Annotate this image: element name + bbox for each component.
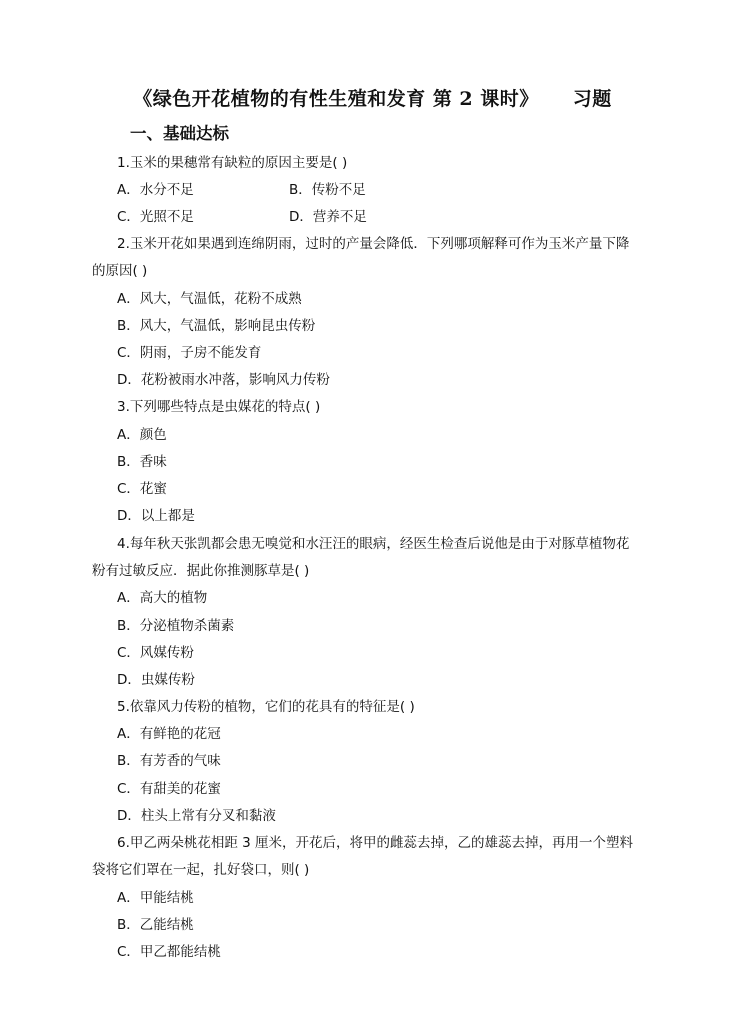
question-1-stem: 1.玉米的果穗常有缺粒的原因主要是( ) — [117, 155, 348, 171]
question-2-option-c: C．阴雨，子房不能发育 — [117, 345, 262, 361]
question-5-option-d: D．柱头上常有分叉和黏液 — [117, 808, 276, 824]
question-6-option-c: C．甲乙都能结桃 — [117, 944, 221, 960]
question-5-option-b: B．有芳香的气味 — [117, 753, 221, 769]
question-6-option-b: B．乙能结桃 — [117, 917, 194, 933]
question-6-stem-line-1: 6.甲乙两朵桃花相距 3 厘米，开花后，将甲的雌蕊去掉，乙的雄蕊去掉，再用一个塑料 — [117, 835, 634, 851]
question-6-stem-line-2: 袋将它们罩在一起，扎好袋口，则( ) — [92, 862, 310, 878]
question-4-option-b: B．分泌植物杀菌素 — [117, 618, 235, 634]
question-1-option-b: B．传粉不足 — [289, 182, 366, 198]
question-5-option-a: A．有鲜艳的花冠 — [117, 726, 221, 742]
question-2-stem-line-1: 2.玉米开花如果遇到连绵阴雨，过时的产量会降低．下列哪项解释可作为玉米产量下降 — [117, 236, 630, 252]
question-4-stem-line-1: 4.每年秋天张凯都会患无嗅觉和水汪汪的眼病，经医生检查后说他是由于对豚草植物花 — [117, 536, 630, 552]
question-2-stem-line-2: 的原因( ) — [92, 263, 148, 279]
question-2-option-a: A．风大，气温低，花粉不成熟 — [117, 291, 302, 307]
question-4-option-c: C．风媒传粉 — [117, 645, 194, 661]
question-4-option-d: D．虫媒传粉 — [117, 672, 195, 688]
question-2-option-b: B．风大，气温低，影响昆虫传粉 — [117, 318, 316, 334]
title-suffix: 习题 — [572, 88, 612, 110]
question-3-option-b: B．香味 — [117, 454, 167, 470]
question-4-stem-line-2: 粉有过敏反应．据此你推测豚草是( ) — [92, 563, 310, 579]
title-main: 《绿色开花植物的有性生殖和发育 第 2 课时》 — [133, 88, 539, 110]
document-title — [0, 84, 745, 111]
question-6-option-a: A．甲能结桃 — [117, 890, 194, 906]
question-3-option-d: D．以上都是 — [117, 508, 195, 524]
question-2-option-d: D．花粉被雨水冲落，影响风力传粉 — [117, 372, 330, 388]
question-3-stem: 3.下列哪些特点是虫媒花的特点( ) — [117, 399, 321, 415]
question-3-option-c: C．花蜜 — [117, 481, 167, 497]
question-3-option-a: A．颜色 — [117, 427, 167, 443]
section-heading: 一、基础达标 — [130, 124, 229, 143]
question-1-option-d: D．营养不足 — [289, 209, 367, 225]
question-4-option-a: A．高大的植物 — [117, 590, 208, 606]
question-1-option-c: C．光照不足 — [117, 209, 194, 225]
question-5-option-c: C．有甜美的花蜜 — [117, 781, 221, 797]
question-1-option-a: A．水分不足 — [117, 182, 194, 198]
question-5-stem: 5.依靠风力传粉的植物，它们的花具有的特征是( ) — [117, 699, 415, 715]
